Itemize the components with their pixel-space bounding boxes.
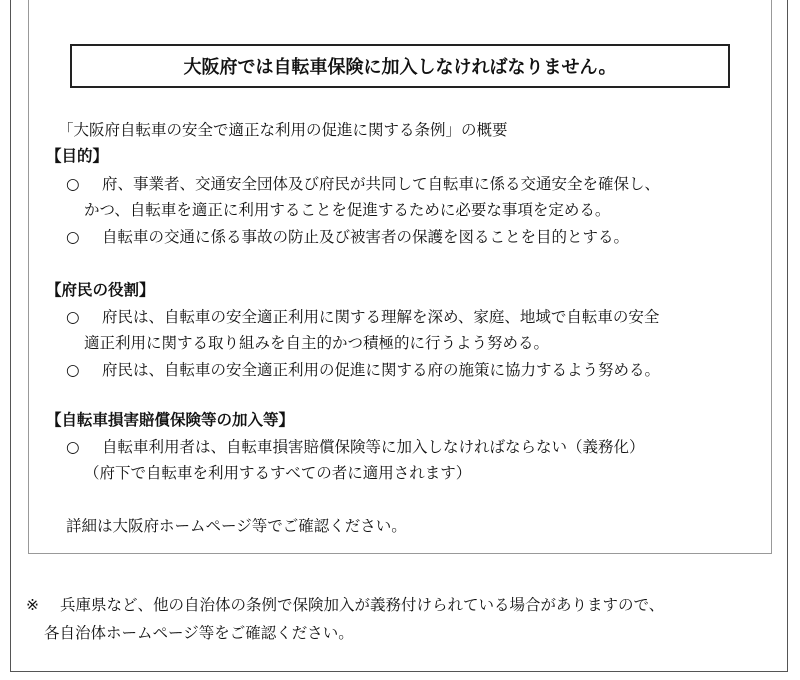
item-line: 府民は、自転車の安全適正利用に関する理解を深め、家庭、地域で自転車の安全 bbox=[102, 308, 660, 326]
page-title: 大阪府では自転車保険に加入しなければなりません。 bbox=[70, 44, 730, 88]
list-item bbox=[66, 227, 629, 247]
item-line-continued: 適正利用に関する取り組みを自主的かつ積極的に行うよう努める。 bbox=[84, 334, 550, 352]
list-item bbox=[66, 437, 645, 457]
footnote-line: 兵庫県など、他の自治体の条例で保険加入が義務付けられている場合がありますので、 bbox=[60, 596, 665, 614]
section-heading-insurance: 【自転車損害賠償保険等の加入等】 bbox=[46, 411, 295, 429]
bullet-marker: ○ bbox=[66, 438, 80, 456]
footnote bbox=[26, 595, 664, 615]
bullet-marker: ○ bbox=[66, 308, 80, 326]
item-line: 自転車の交通に係る事故の防止及び被害者の保護を図ることを目的とする。 bbox=[102, 228, 630, 246]
footnote-mark: ※ bbox=[26, 596, 39, 614]
item-line: 自転車利用者は、自転車損害賠償保険等に加入しなければならない（義務化） bbox=[102, 438, 645, 456]
item-line: 府民は、自転車の安全適正利用の促進に関する府の施策に協力するよう努める。 bbox=[102, 361, 661, 379]
bullet-marker: ○ bbox=[66, 361, 80, 379]
list-item bbox=[66, 174, 660, 194]
item-line-continued: かつ、自転車を適正に利用することを促進するために必要な事項を定める。 bbox=[84, 201, 611, 219]
item-line-continued: （府下で自転車を利用するすべての者に適用されます） bbox=[84, 464, 472, 482]
summary-heading: 「大阪府自転車の安全で適正な利用の促進に関する条例」の概要 bbox=[58, 121, 508, 139]
list-item bbox=[66, 307, 659, 327]
footnote-line-continued: 各自治体ホームページ等をご確認ください。 bbox=[44, 624, 354, 642]
section-heading-purpose: 【目的】 bbox=[46, 147, 109, 165]
section-heading-citizen-role: 【府民の役割】 bbox=[46, 281, 155, 299]
details-note: 詳細は大阪府ホームページ等でご確認ください。 bbox=[66, 517, 407, 535]
list-item bbox=[66, 360, 660, 380]
bullet-marker: ○ bbox=[66, 175, 80, 193]
item-line: 府、事業者、交通安全団体及び府民が共同して自転車に係る交通安全を確保し、 bbox=[102, 175, 661, 193]
bullet-marker: ○ bbox=[66, 228, 80, 246]
